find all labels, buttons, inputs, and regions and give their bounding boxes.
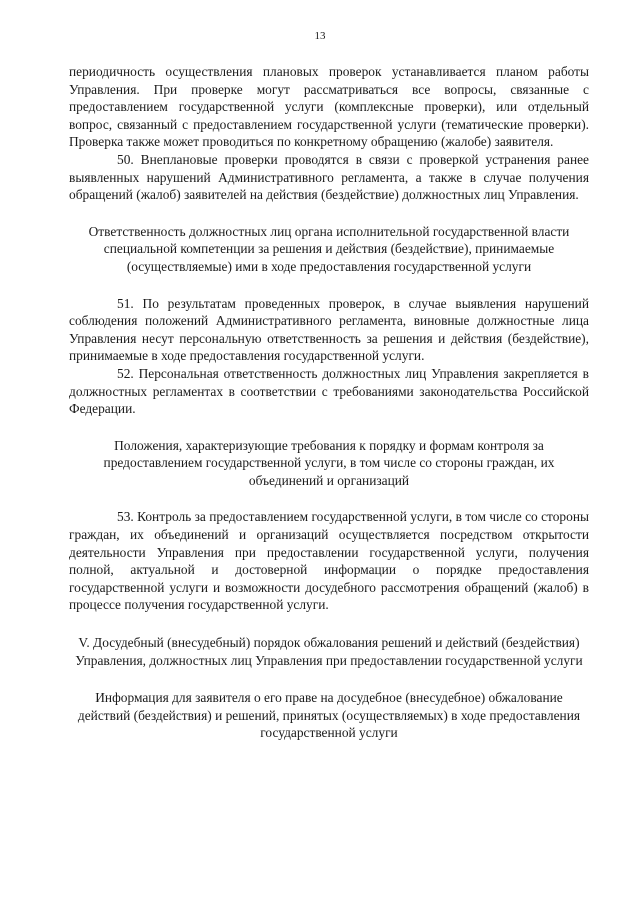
paragraph-53: 53. Контроль за предоставлением государственной услуги, в том числе со стороны граждан, их объединений и организаций осуществляется посредством открытости деятельности Управления при предоставлении государственной услуги, получения полной, актуальной и достоверной информации о порядке предоставления государственной услуги и возможности досудебного рассмотрения обращений (жалоб) в процессе получения государственной услуги.: [69, 509, 589, 613]
heading-responsibility: Ответственность должностных лиц органа исполнительной государственной власти специальной компетенции за решения и действия (бездействие), принимаемые (осуществляемые) ими в ходе предоставления государственной услуги: [88, 223, 570, 274]
heading-control: Положения, характеризующие требования к порядку и формам контроля за предоставлением государственной услуги, в том числе со стороны граждан, их объединений и организаций: [103, 437, 555, 488]
paragraph-52: 52. Персональная ответственность должностных лиц Управления закрепляется в должностных регламентах в соответствии с требованиями законодательства Российской Федерации.: [69, 365, 589, 417]
heading-section-5: V. Досудебный (внесудебный) порядок обжалования решений и действий (бездействия) Управления, должностных лиц Управления при предоставлении государственной услуги: [75, 635, 583, 668]
page-number: 13: [314, 30, 326, 42]
document-body: [69, 63, 589, 742]
paragraph-50: 50. Внеплановые проверки проводятся в связи с проверкой устранения ранее выявленных нарушений Административного регламента, а также в случае получения обращений (жалоб) заявителей на действия (бездействие) должностных лиц Управления.: [69, 151, 589, 203]
paragraph-51: 51. По результатам проведенных проверок, в случае выявления нарушений соблюдения положений Административного регламента, виновные должностные лица Управления несут персональную ответственность за решения и действия (бездействие), принимаемые в ходе предоставления государственной услуги.: [69, 295, 589, 364]
heading-info: Информация для заявителя о его праве на досудебное (внесудебное) обжалование действий (бездействия) и решений, принятых (осуществляемых) в ходе предоставления государственной услуги: [77, 690, 581, 741]
paragraph-intro: периодичность осуществления плановых проверок устанавливается планом работы Управления. При проверке могут рассматриваться все вопросы, связанные с предоставлением государственной услуги (комплексные проверки), или отдельный вопрос, связанный с предоставлением государственной услуги (тематические проверки). Проверка также может проводиться по конкретному обращению (жалобе) заявителя.: [69, 64, 589, 150]
